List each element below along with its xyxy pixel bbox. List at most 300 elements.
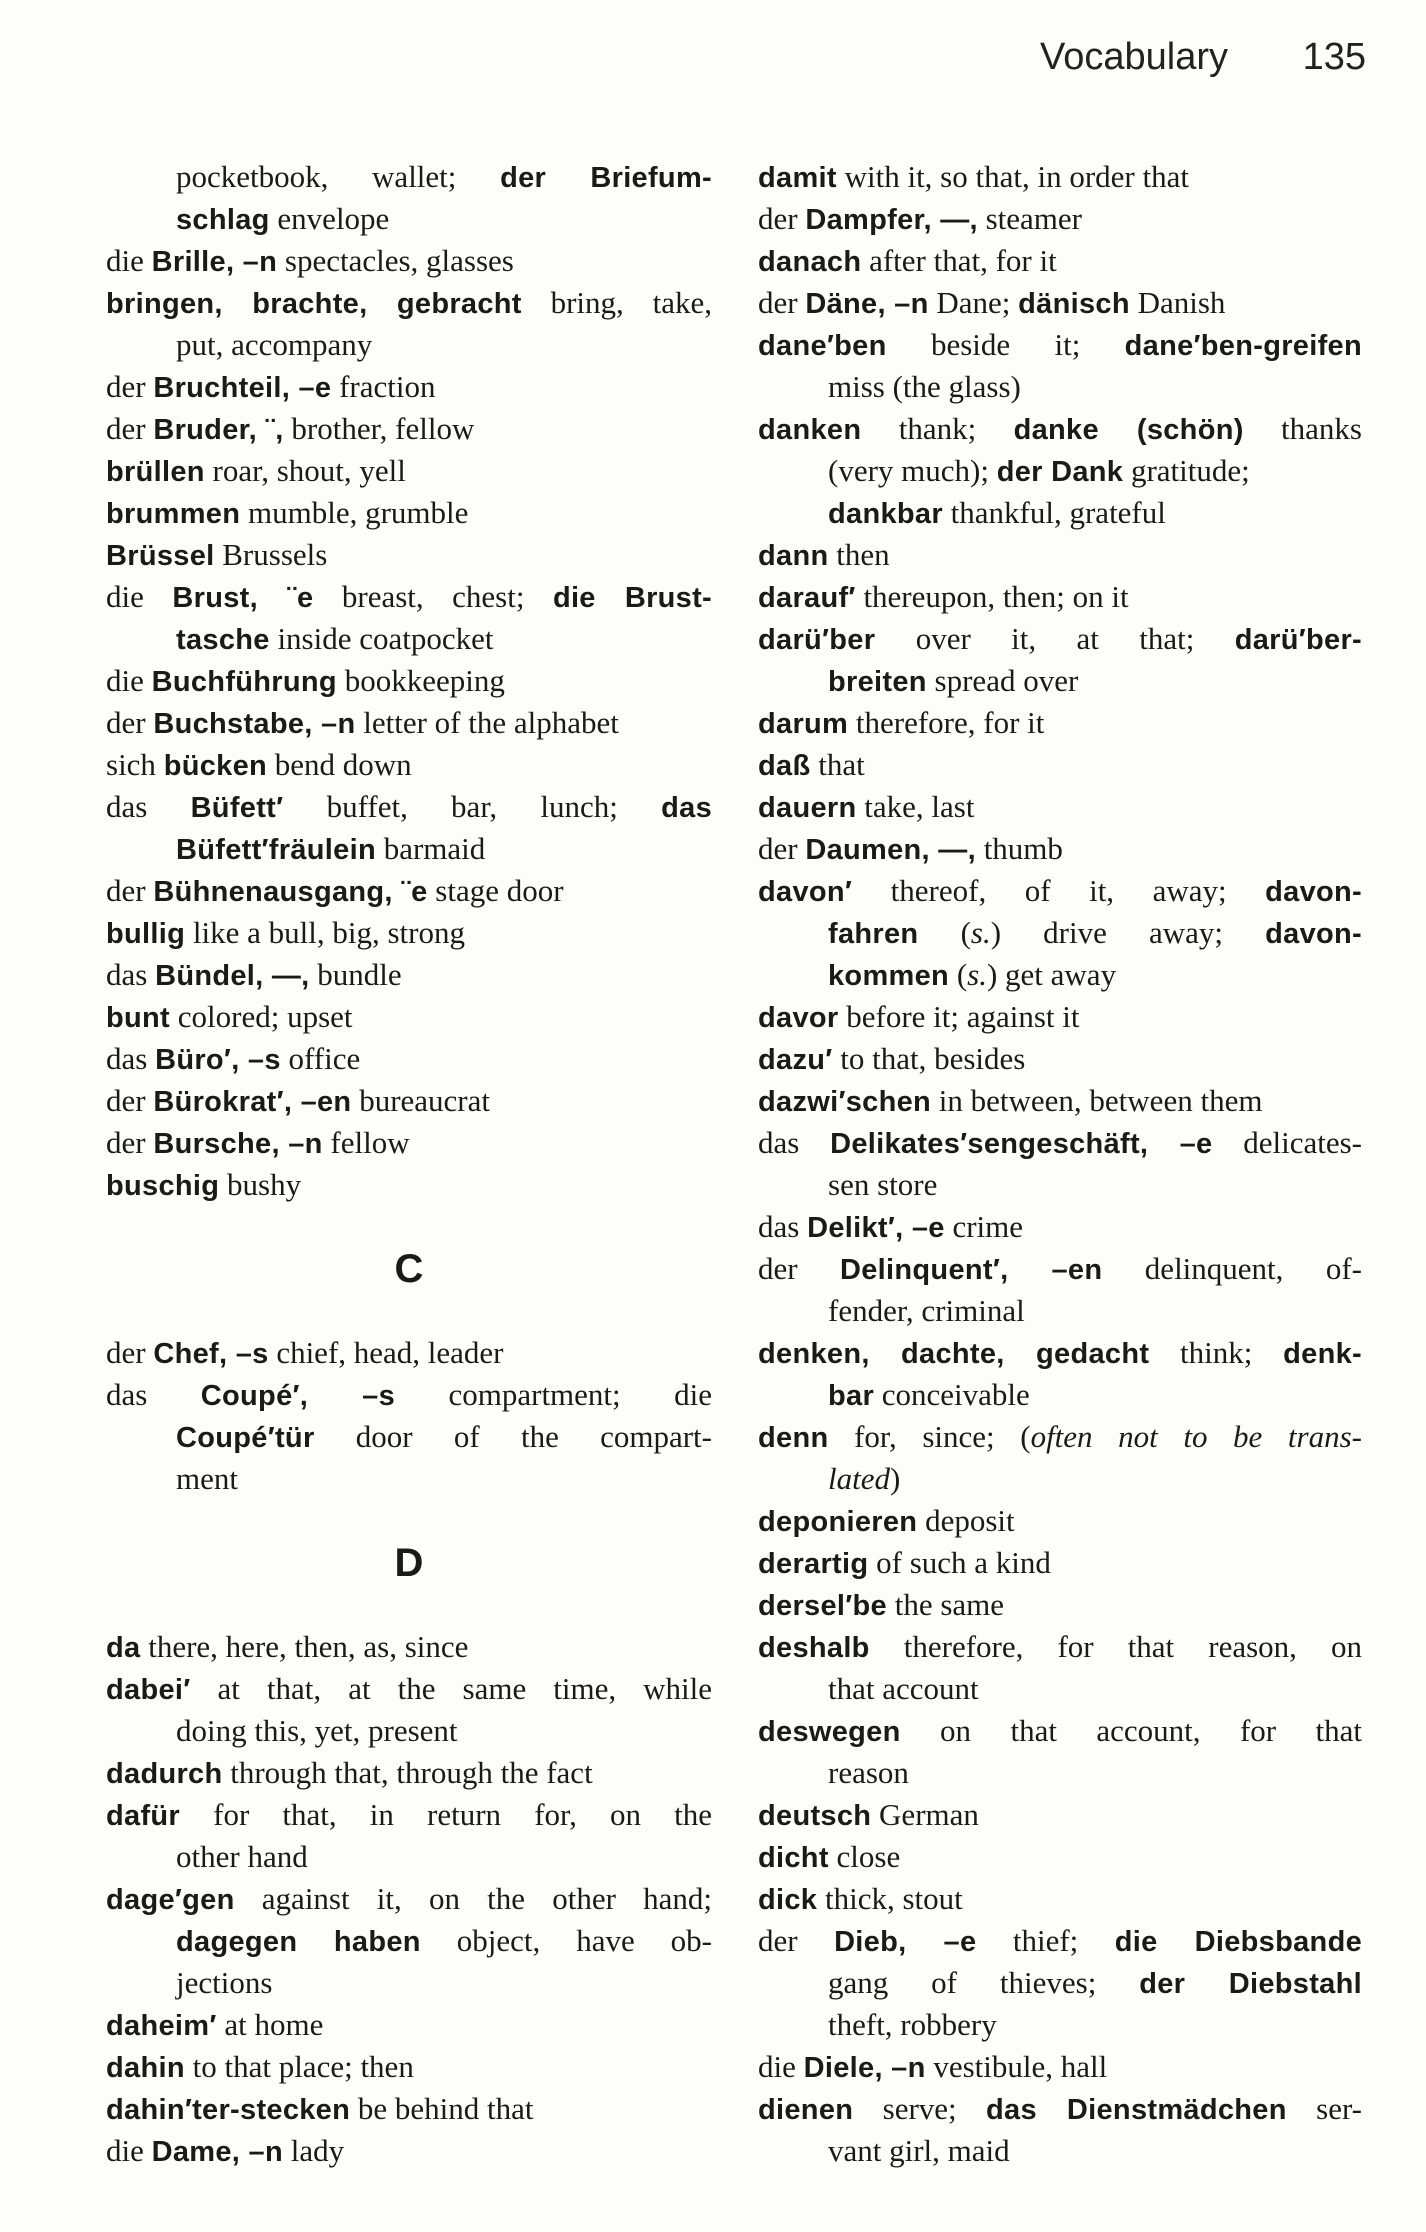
gloss-text: envelope [269, 201, 390, 236]
headword: Dieb, –e [834, 1926, 977, 1958]
entry-continuation [758, 660, 1362, 702]
right-column [758, 156, 1362, 2172]
headword: deshalb [758, 1632, 870, 1664]
headword: breiten [828, 666, 927, 698]
entry-continuation [758, 2004, 1362, 2046]
headword: buschig [106, 1170, 220, 1202]
gloss-text: against it, on the other hand; [234, 1881, 712, 1916]
gloss-text: colored; upset [170, 999, 353, 1034]
gloss-text: thank; [861, 411, 1014, 446]
headword: dane′ben-greifen [1124, 330, 1362, 362]
headword: das Dienstmädchen [986, 2094, 1287, 2126]
gloss-text: conceivable [874, 1377, 1030, 1412]
vocab-entry [106, 366, 712, 408]
vocab-entry [758, 1416, 1362, 1458]
headword: Buchstabe, –n [153, 708, 356, 740]
headword: Brille, –n [151, 246, 278, 278]
gloss-text: das [106, 957, 156, 992]
gloss-text: das [106, 1041, 156, 1076]
vocab-entry [106, 1374, 712, 1416]
headword: Diele, –n [803, 2052, 926, 2084]
entry-continuation [106, 618, 712, 660]
entry-continuation [758, 2130, 1362, 2172]
gloss-text: ) drive away; [990, 915, 1266, 950]
headword: fahren [828, 918, 919, 950]
gloss-text: delicates- [1212, 1125, 1362, 1160]
gloss-text: ) get away [986, 957, 1117, 992]
gloss-text: therefore, for it [848, 705, 1045, 740]
gloss-text: steamer [977, 201, 1082, 236]
gloss-text: der [106, 369, 154, 404]
gloss-text: das [758, 1125, 831, 1160]
gloss-text: das [106, 1377, 201, 1412]
headword: der Dank [996, 456, 1124, 488]
headword: dagegen haben [176, 1926, 421, 1958]
vocab-entry [758, 1248, 1362, 1290]
headword: der Briefum- [500, 162, 712, 194]
gloss-text: door of the compart- [314, 1419, 712, 1454]
vocab-entry [758, 786, 1362, 828]
gloss-text: thereupon, then; on it [855, 579, 1129, 614]
gloss-text: that [810, 747, 865, 782]
gloss-text: theft, robbery [828, 2007, 997, 2042]
headword: Brust, ¨e [172, 582, 314, 614]
headword: da [106, 1632, 141, 1664]
gloss-text: mumble, grumble [240, 495, 469, 530]
gloss-text: beside it; [886, 327, 1125, 362]
gloss-text: der [106, 1335, 154, 1370]
gloss-text: thumb [975, 831, 1063, 866]
gloss-text: object, have ob- [420, 1923, 712, 1958]
headword: Coupé′tür [176, 1422, 315, 1454]
gloss-text: doing this, yet, present [176, 1713, 458, 1748]
vocab-entry [106, 1752, 712, 1794]
gloss-text: die [106, 579, 173, 614]
gloss-text: die [106, 2133, 152, 2168]
gloss-text: bushy [219, 1167, 302, 1202]
left-column [106, 156, 712, 2172]
gloss-text: barmaid [375, 831, 486, 866]
vocab-entry [106, 1122, 712, 1164]
vocab-entry [758, 1836, 1362, 1878]
gloss-text: compartment; die [395, 1377, 712, 1412]
gloss-text: das [758, 1209, 808, 1244]
headword: Büfett′ [190, 792, 284, 824]
headword: Büro′, –s [155, 1044, 281, 1076]
vocab-entry [758, 198, 1362, 240]
headword: dicht [758, 1842, 829, 1874]
vocab-entry [758, 1626, 1362, 1668]
gloss-text: der [758, 1923, 835, 1958]
gloss-text: breast, chest; [313, 579, 553, 614]
italic-note: often not to be trans- [1030, 1419, 1362, 1454]
section-heading: D [394, 1541, 424, 1585]
gloss-text: bookkeeping [336, 663, 505, 698]
gloss-text: chief, head, leader [268, 1335, 504, 1370]
headword: darauf′ [758, 582, 856, 614]
gloss-text: die [758, 2049, 804, 2084]
headword: deutsch [758, 1800, 872, 1832]
entry-continuation [106, 1962, 712, 2004]
headword: Buchführung [151, 666, 337, 698]
gloss-text: fender, criminal [828, 1293, 1025, 1328]
gloss-text: on that account, for that [900, 1713, 1362, 1748]
gloss-text: der [106, 1083, 154, 1118]
vocab-entry [758, 1878, 1362, 1920]
section-heading: C [394, 1247, 424, 1291]
vocab-entry [758, 1332, 1362, 1374]
headword: bullig [106, 918, 186, 950]
headword: bringen, brachte, gebracht [106, 288, 522, 320]
headword: danken [758, 414, 862, 446]
vocab-entry [758, 1080, 1362, 1122]
gloss-text: close [828, 1839, 901, 1874]
entry-continuation [106, 156, 712, 198]
gloss-text: sich [106, 747, 164, 782]
italic-note: s. [967, 957, 987, 992]
entry-continuation [758, 1164, 1362, 1206]
entry-continuation [758, 912, 1362, 954]
vocab-entry [758, 1542, 1362, 1584]
page-number: 135 [1302, 36, 1366, 78]
vocab-entry [106, 744, 712, 786]
gloss-text: fellow [322, 1125, 410, 1160]
headword: denken, dachte, gedacht [758, 1338, 1150, 1370]
headword: dankbar [828, 498, 943, 530]
vocab-entry [758, 282, 1362, 324]
entry-continuation [106, 1416, 712, 1458]
gloss-text: miss (the glass) [828, 369, 1021, 404]
headword: die Brust- [552, 582, 713, 614]
running-title: Vocabulary [1040, 36, 1229, 78]
gloss-text: through that, through the fact [222, 1755, 593, 1790]
vocab-entry [758, 1584, 1362, 1626]
gloss-text: Dane; [928, 285, 1019, 320]
headword: schlag [176, 204, 270, 236]
headword: davor [758, 1002, 839, 1034]
vocab-entry [758, 2046, 1362, 2088]
gloss-text: bring, take, [521, 285, 712, 320]
entry-continuation [758, 492, 1362, 534]
vocab-entry [758, 1920, 1362, 1962]
vocab-entry [758, 576, 1362, 618]
headword: Bühnenausgang, ¨e [153, 876, 428, 908]
entry-continuation [106, 324, 712, 366]
gloss-text: jections [176, 1965, 273, 2000]
headword: denn [758, 1422, 829, 1454]
headword: der Diebstahl [1139, 1968, 1362, 2000]
headword: Delikates′sengeschäft, –e [830, 1128, 1213, 1160]
vocab-entry [758, 870, 1362, 912]
italic-note: s. [970, 915, 991, 950]
headword: brüllen [106, 456, 205, 488]
entry-continuation [758, 1962, 1362, 2004]
gloss-text: bundle [309, 957, 402, 992]
entry-continuation [106, 1920, 712, 1962]
vocab-entry [758, 408, 1362, 450]
gloss-text: be behind that [350, 2091, 534, 2126]
headword: dage′gen [106, 1884, 235, 1916]
headword: Delikt′, –e [807, 1212, 945, 1244]
headword: davon- [1265, 918, 1362, 950]
headword: dafür [106, 1800, 180, 1832]
gloss-text: fraction [331, 369, 436, 404]
headword: Daumen, —, [805, 834, 976, 866]
headword: danach [758, 246, 862, 278]
headword: brummen [106, 498, 241, 530]
gloss-text: at home [216, 2007, 324, 2042]
gloss-text: ( [918, 915, 971, 950]
vocab-entry [758, 618, 1362, 660]
entry-continuation [758, 1458, 1362, 1500]
headword: denk- [1283, 1338, 1362, 1370]
headword: dadurch [106, 1758, 223, 1790]
entry-continuation [758, 954, 1362, 996]
gloss-text: buffet, bar, lunch; [283, 789, 662, 824]
headword: dabei′ [106, 1674, 191, 1706]
gloss-text: to that place; then [184, 2049, 414, 2084]
headword: Bruchteil, –e [153, 372, 332, 404]
gloss-text: in between, between them [931, 1083, 1263, 1118]
gloss-text: office [280, 1041, 361, 1076]
headword: darü′ber- [1234, 624, 1362, 656]
vocab-entry [106, 534, 712, 576]
gloss-text: der [758, 831, 806, 866]
gloss-text: then [828, 537, 890, 572]
gloss-text: thankful, grateful [942, 495, 1166, 530]
headword: derartig [758, 1548, 869, 1580]
headword: dazwi′schen [758, 1086, 932, 1118]
gloss-text: crime [944, 1209, 1024, 1244]
headword: dahin [106, 2052, 185, 2084]
headword: dazu′ [758, 1044, 833, 1076]
vocab-entry [758, 1206, 1362, 1248]
vocab-entry [106, 702, 712, 744]
gloss-text: gratitude; [1123, 453, 1250, 488]
vocab-entry [758, 996, 1362, 1038]
headword: dann [758, 540, 829, 572]
gloss-text: to that, besides [832, 1041, 1026, 1076]
italic-note: lated [828, 1461, 890, 1496]
headword: davon′ [758, 876, 853, 908]
gloss-text: thick, stout [817, 1881, 963, 1916]
vocab-entry [758, 534, 1362, 576]
gloss-text: der [758, 285, 806, 320]
vocab-entry [106, 2046, 712, 2088]
vocab-entry [106, 660, 712, 702]
gloss-text: inside coatpocket [269, 621, 494, 656]
entry-continuation [758, 450, 1362, 492]
headword: dersel′be [758, 1590, 887, 1622]
headword: Delinquent′, –en [840, 1254, 1103, 1286]
gloss-text: for, since; ( [828, 1419, 1031, 1454]
vocab-entry [758, 1710, 1362, 1752]
gloss-text: spectacles, glasses [277, 243, 514, 278]
headword: danke (schön) [1013, 414, 1244, 446]
headword: Chef, –s [153, 1338, 269, 1370]
headword: deswegen [758, 1716, 901, 1748]
headword: die Diebsbande [1114, 1926, 1363, 1958]
vocab-entry [106, 1080, 712, 1122]
gloss-text: vant girl, maid [828, 2133, 1010, 2168]
gloss-text: thanks [1243, 411, 1362, 446]
vocab-entry [758, 2088, 1362, 2130]
gloss-text: ( [949, 957, 968, 992]
vocab-entry [758, 1122, 1362, 1164]
vocab-entry [106, 2004, 712, 2046]
gloss-text: lady [282, 2133, 345, 2168]
vocab-entry [106, 282, 712, 324]
vocab-entry [106, 2130, 712, 2172]
vocab-entry [106, 2088, 712, 2130]
headword: darü′ber [758, 624, 876, 656]
gloss-text: der [758, 201, 806, 236]
vocab-entry [106, 450, 712, 492]
vocab-entry [106, 240, 712, 282]
gloss-text: reason [828, 1755, 909, 1790]
headword: Brüssel [106, 540, 215, 572]
gloss-text: Danish [1129, 285, 1226, 320]
vocab-entry [106, 1038, 712, 1080]
gloss-text: bend down [267, 747, 412, 782]
gloss-text: letter of the alphabet [355, 705, 619, 740]
gloss-text: with it, so that, in order that [836, 159, 1189, 194]
vocab-entry [758, 156, 1362, 198]
headword: damit [758, 162, 837, 194]
gloss-text: German [871, 1797, 979, 1832]
gloss-text: for that, in return for, on the [180, 1797, 712, 1832]
headword: Bruder, ¨, [153, 414, 284, 446]
gloss-text: der [758, 1251, 841, 1286]
gloss-text: die [106, 663, 152, 698]
gloss-text: of such a kind [868, 1545, 1051, 1580]
headword: Däne, –n [805, 288, 929, 320]
gloss-text: ment [176, 1461, 238, 1496]
headword: dane′ben [758, 330, 887, 362]
gloss-text: ) [890, 1461, 901, 1496]
entry-continuation [106, 1710, 712, 1752]
gloss-text: spread over [926, 663, 1079, 698]
vocab-entry [106, 786, 712, 828]
entry-continuation [758, 1668, 1362, 1710]
headword: tasche [176, 624, 270, 656]
headword: kommen [828, 960, 950, 992]
gloss-text: (very much); [828, 453, 997, 488]
vocab-entry [106, 1668, 712, 1710]
vocab-entry [758, 1038, 1362, 1080]
gloss-text: Brussels [214, 537, 328, 572]
gloss-text: think; [1149, 1335, 1284, 1370]
gloss-text: before it; against it [838, 999, 1080, 1034]
vocab-entry [758, 828, 1362, 870]
headword: dienen [758, 2094, 854, 2126]
vocab-entry [758, 240, 1362, 282]
vocab-entry [106, 492, 712, 534]
gloss-text: sen store [828, 1167, 938, 1202]
headword: dick [758, 1884, 818, 1916]
vocab-entry [758, 1500, 1362, 1542]
entry-continuation [106, 198, 712, 240]
headword: bücken [163, 750, 268, 782]
entry-continuation [106, 828, 712, 870]
gloss-text: over it, at that; [875, 621, 1235, 656]
gloss-text: deposit [917, 1503, 1015, 1538]
gloss-text: thereof, of it, away; [852, 873, 1266, 908]
gloss-text: there, here, then, as, since [140, 1629, 469, 1664]
vocab-entry [106, 1794, 712, 1836]
gloss-text: das [106, 789, 191, 824]
page-header [1040, 36, 1366, 79]
gloss-text: at that, at the same time, while [190, 1671, 712, 1706]
headword: bunt [106, 1002, 171, 1034]
headword: Büfett′fräulein [176, 834, 376, 866]
gloss-text: die [106, 243, 152, 278]
headword: bar [828, 1380, 875, 1412]
gloss-text: der [106, 873, 154, 908]
headword: dahin′ter-stecken [106, 2094, 351, 2126]
entry-continuation [106, 1836, 712, 1878]
gloss-text: brother, fellow [283, 411, 475, 446]
vocab-entry [106, 1164, 712, 1206]
headword: daß [758, 750, 811, 782]
gloss-text: bureaucrat [351, 1083, 490, 1118]
gloss-text: the same [886, 1587, 1005, 1622]
gloss-text: der [106, 705, 154, 740]
headword: deponieren [758, 1506, 918, 1538]
headword: dänisch [1018, 288, 1130, 320]
headword: das [661, 792, 712, 824]
gloss-text: serve; [853, 2091, 987, 2126]
vocab-entry [758, 1794, 1362, 1836]
vocab-entry [106, 1332, 712, 1374]
headword: davon- [1265, 876, 1362, 908]
headword: dauern [758, 792, 857, 824]
vocab-entry [106, 1626, 712, 1668]
gloss-text: after that, for it [861, 243, 1057, 278]
gloss-text: other hand [176, 1839, 308, 1874]
vocab-entry [106, 912, 712, 954]
vocab-entry [758, 744, 1362, 786]
vocab-entry [106, 408, 712, 450]
vocab-entry [106, 870, 712, 912]
gloss-text: thief; [976, 1923, 1115, 1958]
entry-continuation [758, 1290, 1362, 1332]
headword: Coupé′, –s [200, 1380, 396, 1412]
headword: Bürokrat′, –en [153, 1086, 352, 1118]
gloss-text: delinquent, of- [1102, 1251, 1362, 1286]
entry-continuation [106, 1458, 712, 1500]
gloss-text: put, accompany [176, 327, 373, 362]
gloss-text: vestibule, hall [925, 2049, 1108, 2084]
vocab-entry [106, 996, 712, 1038]
gloss-text: gang of thieves; [828, 1965, 1140, 2000]
headword: Bündel, —, [155, 960, 310, 992]
vocab-entry [758, 324, 1362, 366]
gloss-text: ser- [1286, 2091, 1362, 2126]
gloss-text: that account [828, 1671, 979, 1706]
gloss-text: like a bull, big, strong [185, 915, 465, 950]
vocab-entry [106, 576, 712, 618]
gloss-text: pocketbook, wallet; [176, 159, 501, 194]
vocab-entry [758, 702, 1362, 744]
entry-continuation [758, 366, 1362, 408]
headword: Dampfer, —, [805, 204, 978, 236]
headword: Dame, –n [151, 2136, 283, 2168]
vocab-entry [106, 954, 712, 996]
gloss-text: der [106, 1125, 154, 1160]
entry-continuation [758, 1752, 1362, 1794]
headword: darum [758, 708, 849, 740]
